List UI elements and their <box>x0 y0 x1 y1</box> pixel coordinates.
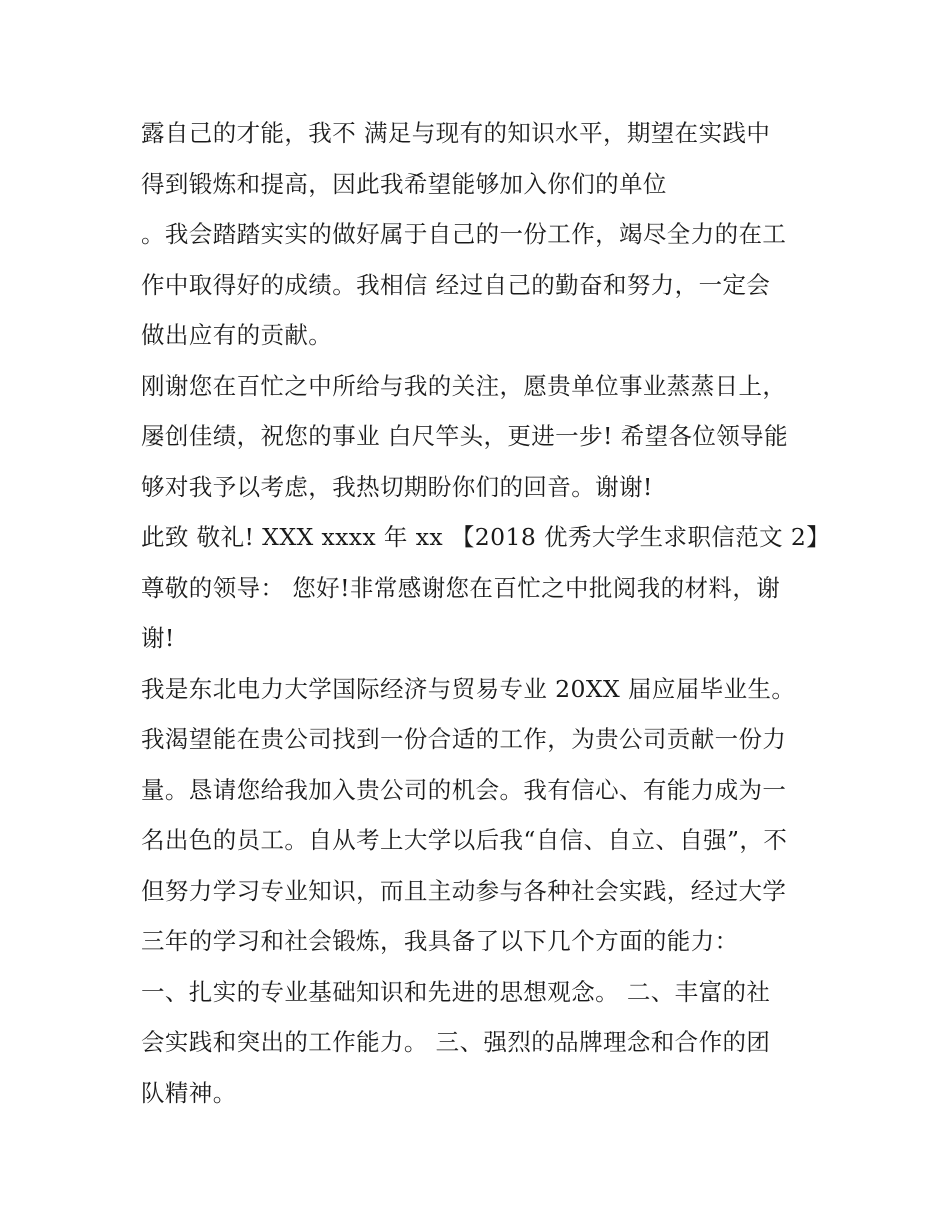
text-line: 此致 敬礼! XXX xxxx 年 xx 【2018 优秀大学生求职信范文 2】 <box>141 523 831 551</box>
text-line: 量。恳请您给我加入贵公司的机会。我有信心、有能力成为一 <box>141 775 787 804</box>
text-line: 我是东北电力大学国际经济与贸易专业 20XX 届应届毕业生。 <box>141 674 796 703</box>
text-line: 得到锻炼和提高，因此我希望能够加入你们的单位 <box>141 169 667 198</box>
text-line: 作中取得好的成绩。我相信 经过自己的勤奋和努力，一定会 <box>141 270 771 299</box>
text-line: 但努力学习专业知识，而且主动参与各种社会实践，经过大学 <box>141 876 787 905</box>
text-line: 够对我予以考虑，我热切期盼你们的回音。谢谢! <box>141 472 653 501</box>
text-line: 一、扎实的专业基础知识和先进的思想观念。 二、丰富的社 <box>141 977 771 1006</box>
text-line: 名出色的员工。自从考上大学以后我“自信、自立、自强”，不 <box>141 826 788 854</box>
text-line: 刚谢您在百忙之中所给与我的关注，愿贵单位事业蒸蒸日上， <box>141 371 787 400</box>
text-line: 三年的学习和社会锻炼，我具备了以下几个方面的能力： <box>141 927 739 955</box>
text-line: 队精神。 <box>141 1078 237 1107</box>
text-line: 屡创佳绩，祝您的事业 白尺竿头，更进一步! 希望各位领导能 <box>141 422 788 450</box>
text-line: 露自己的才能，我不 满足与现有的知识水平，期望在实践中 <box>141 119 771 147</box>
document-body <box>141 108 831 1118</box>
text-line: 会实践和突出的工作能力。 三、强烈的品牌理念和合作的团 <box>141 1028 771 1056</box>
text-line: 做出应有的贡献。 <box>141 321 333 349</box>
text-line: 我渴望能在贵公司找到一份合适的工作，为贵公司贡献一份力 <box>141 725 787 753</box>
text-line: 尊敬的领导： 您好!非常感谢您在百忙之中批阅我的材料，谢 <box>141 573 781 602</box>
text-line: 。我会踏踏实实的做好属于自己的一份工作，竭尽全力的在工 <box>141 220 787 248</box>
text-line: 谢! <box>141 624 175 652</box>
